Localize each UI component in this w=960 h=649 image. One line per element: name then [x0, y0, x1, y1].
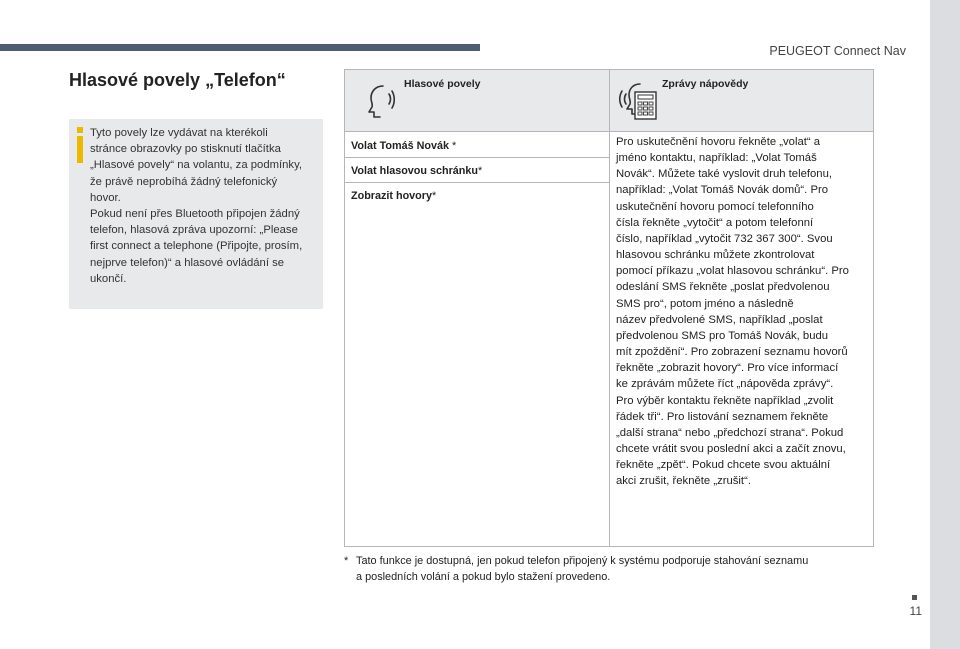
voice-command-icon	[363, 82, 395, 120]
header-help-messages: Zprávy nápovědy	[662, 78, 749, 90]
row-divider	[345, 157, 609, 158]
side-strip	[930, 0, 960, 649]
footnote	[344, 553, 884, 585]
header-cell-help-messages	[610, 70, 873, 131]
header-rule	[0, 44, 480, 51]
footnote-mark: *	[344, 555, 349, 567]
voice-commands-table	[344, 69, 874, 547]
command-call-contact: Volat Tomáš Novák *	[351, 140, 457, 152]
section-title: Hlasové povely „Telefon“	[69, 70, 286, 90]
row-divider	[345, 182, 609, 183]
command-show-calls: Zobrazit hovory*	[351, 190, 437, 202]
command-call-voicemail: Volat hlasovou schránku*	[351, 165, 483, 177]
voice-help-message-icon	[618, 80, 658, 122]
info-icon	[75, 127, 85, 163]
info-note-text: Tyto povely lze vydávat na kterékoli stránce obrazovky po stisknutí tlačítka „Hlasové povely“ na volantu, za podmínky, že právě neprobíhá žádný telefonický hovor. Pokud není přes Bluetooth připojen žádný telefon, hlasová zpráva upozorní: „Please first connect a telephone (Připojte, prosím, nejprve telefon)“ a hlasové ovládání se ukončí.	[90, 127, 303, 285]
header-cell-voice-commands	[345, 70, 610, 131]
header-voice-commands: Hlasové povely	[404, 78, 481, 90]
info-note	[69, 119, 323, 309]
footnote-text: Tato funkce je dostupná, jen pokud telefon připojený k systému podporuje stahování seznamu a posledních volání a pokud bylo stažení provedeno.	[356, 555, 809, 583]
page-marker-icon	[912, 595, 917, 600]
brand-label: PEUGEOT Connect Nav	[769, 44, 906, 58]
help-messages-text: Pro uskutečnění hovoru řekněte „volat“ a jméno kontaktu, například: „Volat Tomáš Novák“. Můžete také vyslovit druh telefonu, například: „Volat Tomáš Novák domů“. Pro uskutečnění hovoru pomocí telefonního čísla řekněte „vytočit“ a potom telefonní číslo, například „vytočit 732 367 300“. Svou hlasovou schránku můžete zkontrolovat pomocí příkazu „volat hlasovou schránku“. Pro odeslání SMS řekněte „poslat předvolenou SMS pro“, potom jméno a následně název předvolené SMS, například „poslat předvolenou SMS pro Tomáš Novák, budu mít zpoždění“. Pro zobrazení seznamu hovorů řekněte „zobrazit hovory“. Pro více informací ke zprávám můžete říct „nápověda zprávy“. Pro výběr kontaktu řekněte například „zvolit řádek tři“. Pro listování seznamem řekněte „další strana“ nebo „předchozí strana“. Pokud chcete vrátit svou poslední akci a začít znovu, řekněte „zpět“. Pokud chcete svou aktuální akci zrušit, řekněte „zrušit“.	[616, 136, 849, 488]
commands-column	[345, 132, 610, 546]
page-number: 11	[909, 604, 922, 618]
